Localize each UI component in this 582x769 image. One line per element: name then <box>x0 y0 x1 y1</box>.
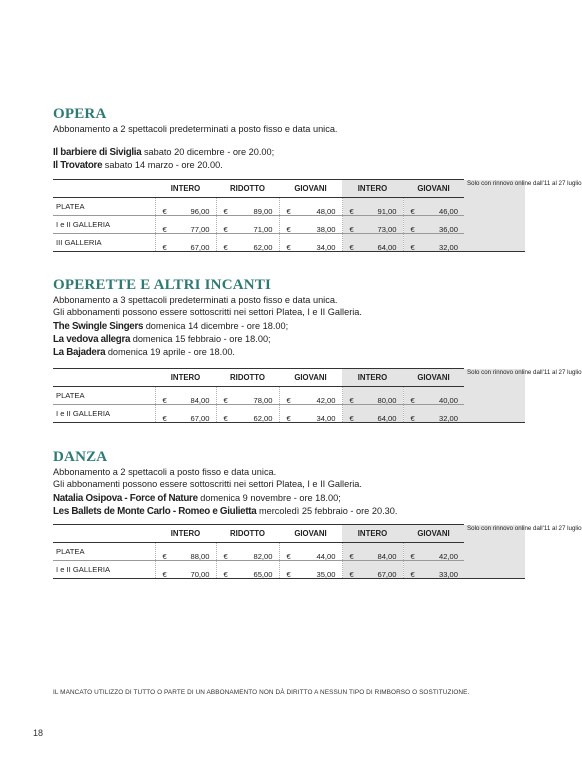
col-giovani-online: GIOVANI <box>403 525 464 543</box>
show-name: Il Trovatore <box>53 160 103 171</box>
online-note: Solo con rinnovo online dall'11 al 27 luglio <box>464 525 525 579</box>
price-intero-online: 73,00 <box>377 224 397 234</box>
price-intero: 67,00 <box>190 413 210 423</box>
price-ridotto: 78,00 <box>253 395 273 405</box>
show-line <box>53 320 525 333</box>
price-table <box>53 368 582 423</box>
price-ridotto: 89,00 <box>253 206 273 216</box>
currency-symbol: € <box>162 413 167 423</box>
col-giovani: GIOVANI <box>279 180 342 198</box>
price-intero: 70,00 <box>190 569 210 579</box>
show-name: Il barbiere di Siviglia <box>53 147 142 158</box>
price-giovani-online: 32,00 <box>438 413 458 423</box>
show-date: domenica 14 dicembre - ore 18.00; <box>145 321 289 331</box>
price-intero-online: 80,00 <box>377 395 397 405</box>
price-giovani: 38,00 <box>316 224 336 234</box>
show-line <box>53 492 525 505</box>
price-intero-online: 91,00 <box>377 206 397 216</box>
show-line <box>53 346 525 359</box>
sector-header <box>53 180 155 198</box>
currency-symbol: € <box>223 413 228 423</box>
currency-symbol: € <box>286 206 291 216</box>
currency-symbol: € <box>162 569 167 579</box>
currency-symbol: € <box>410 551 415 561</box>
currency-symbol: € <box>162 395 167 405</box>
col-intero: INTERO <box>155 525 216 543</box>
sector-label: I e II GALLERIA <box>53 216 155 234</box>
section-danza <box>53 448 582 579</box>
section-title: OPERETTE E ALTRI INCANTI <box>53 277 272 293</box>
section-description: Gli abbonamenti possono essere sottoscritti nei settori Platea, I e II Galleria. <box>53 307 362 317</box>
sector-label: I e II GALLERIA <box>53 405 155 423</box>
currency-symbol: € <box>286 569 291 579</box>
currency-symbol: € <box>223 242 228 252</box>
currency-symbol: € <box>286 242 291 252</box>
currency-symbol: € <box>286 224 291 234</box>
section-title: OPERA <box>53 106 107 122</box>
table-row <box>53 198 525 216</box>
col-intero-online: INTERO <box>342 369 403 387</box>
currency-symbol: € <box>349 569 354 579</box>
price-intero: 96,00 <box>190 206 210 216</box>
currency-symbol: € <box>410 395 415 405</box>
currency-symbol: € <box>349 551 354 561</box>
currency-symbol: € <box>286 551 291 561</box>
table-row <box>53 234 525 252</box>
currency-symbol: € <box>162 224 167 234</box>
currency-symbol: € <box>162 242 167 252</box>
refund-disclaimer: IL MANCATO UTILIZZO DI TUTTO O PARTE DI UN ABBONAMENTO NON DÀ DIRITTO A NESSUN TIPO DI RIMBORSO O SOSTITUZIONE. <box>53 689 470 696</box>
table-row <box>53 216 525 234</box>
price-giovani: 44,00 <box>316 551 336 561</box>
price-giovani-online: 42,00 <box>438 551 458 561</box>
col-ridotto: RIDOTTO <box>216 369 279 387</box>
table-row <box>53 561 525 579</box>
currency-symbol: € <box>162 206 167 216</box>
sector-header <box>53 525 155 543</box>
show-line <box>53 505 525 518</box>
price-giovani-online: 40,00 <box>438 395 458 405</box>
currency-symbol: € <box>223 551 228 561</box>
currency-symbol: € <box>410 413 415 423</box>
currency-symbol: € <box>286 413 291 423</box>
show-name: Natalia Osipova - Force of Nature <box>53 493 198 504</box>
price-giovani: 42,00 <box>316 395 336 405</box>
sector-header <box>53 369 155 387</box>
col-intero: INTERO <box>155 369 216 387</box>
price-giovani-online: 32,00 <box>438 242 458 252</box>
online-note: Solo con rinnovo online dall'11 al 27 luglio <box>464 369 525 423</box>
price-table <box>53 524 582 579</box>
price-giovani-online: 46,00 <box>438 206 458 216</box>
show-name: La Bajadera <box>53 347 106 358</box>
show-date: sabato 14 marzo - ore 20.00. <box>104 160 223 170</box>
sector-label: PLATEA <box>53 543 155 561</box>
section-description: Gli abbonamenti possono essere sottoscritti nei settori Platea, I e II Galleria. <box>53 479 362 489</box>
price-intero-online: 84,00 <box>377 551 397 561</box>
show-name: The Swingle Singers <box>53 321 144 332</box>
section-operette <box>53 276 582 423</box>
price-intero-online: 67,00 <box>377 569 397 579</box>
col-intero-online: INTERO <box>342 525 403 543</box>
price-intero: 67,00 <box>190 242 210 252</box>
currency-symbol: € <box>410 224 415 234</box>
currency-symbol: € <box>286 395 291 405</box>
price-giovani: 48,00 <box>316 206 336 216</box>
section-description: Abbonamento a 2 spettacoli predeterminati a posto fisso e data unica. <box>53 124 338 134</box>
show-date: domenica 9 novembre - ore 18.00; <box>200 493 341 503</box>
show-name: Les Ballets de Monte Carlo - Romeo e Giulietta <box>53 506 257 517</box>
currency-symbol: € <box>410 569 415 579</box>
currency-symbol: € <box>162 551 167 561</box>
price-intero: 84,00 <box>190 395 210 405</box>
online-note: Solo con rinnovo online dall'11 al 27 luglio <box>464 180 525 252</box>
col-intero: INTERO <box>155 180 216 198</box>
page-number: 18 <box>33 728 44 738</box>
col-giovani: GIOVANI <box>279 525 342 543</box>
currency-symbol: € <box>349 242 354 252</box>
show-line <box>53 159 525 172</box>
show-date: domenica 15 febbraio - ore 18.00; <box>132 334 271 344</box>
currency-symbol: € <box>223 206 228 216</box>
currency-symbol: € <box>349 395 354 405</box>
price-intero-online: 64,00 <box>377 242 397 252</box>
section-opera <box>53 105 582 252</box>
sector-label: I e II GALLERIA <box>53 561 155 579</box>
sector-label: PLATEA <box>53 387 155 405</box>
currency-symbol: € <box>410 206 415 216</box>
price-ridotto: 71,00 <box>253 224 273 234</box>
price-giovani: 34,00 <box>316 242 336 252</box>
col-giovani-online: GIOVANI <box>403 180 464 198</box>
currency-symbol: € <box>349 413 354 423</box>
currency-symbol: € <box>349 224 354 234</box>
price-giovani-online: 33,00 <box>438 569 458 579</box>
col-ridotto: RIDOTTO <box>216 525 279 543</box>
currency-symbol: € <box>223 569 228 579</box>
price-table <box>53 179 582 252</box>
table-row <box>53 387 525 405</box>
col-giovani: GIOVANI <box>279 369 342 387</box>
table-row <box>53 543 525 561</box>
price-ridotto: 62,00 <box>253 242 273 252</box>
sector-label: III GALLERIA <box>53 234 155 252</box>
currency-symbol: € <box>223 224 228 234</box>
section-description: Abbonamento a 2 spettacoli a posto fisso e data unica. <box>53 467 277 477</box>
currency-symbol: € <box>410 242 415 252</box>
table-row <box>53 405 525 423</box>
section-description: Abbonamento a 3 spettacoli predeterminati a posto fisso e data unica. <box>53 295 338 305</box>
show-date: sabato 20 dicembre - ore 20.00; <box>143 147 275 157</box>
currency-symbol: € <box>349 206 354 216</box>
show-date: mercoledì 25 febbraio - ore 20.30. <box>258 506 398 516</box>
col-giovani-online: GIOVANI <box>403 369 464 387</box>
col-ridotto: RIDOTTO <box>216 180 279 198</box>
price-intero: 88,00 <box>190 551 210 561</box>
show-line <box>53 146 525 159</box>
show-line <box>53 333 525 346</box>
price-ridotto: 62,00 <box>253 413 273 423</box>
currency-symbol: € <box>223 395 228 405</box>
section-title: DANZA <box>53 449 108 465</box>
price-ridotto: 65,00 <box>253 569 273 579</box>
show-name: La vedova allegra <box>53 334 131 345</box>
price-giovani: 34,00 <box>316 413 336 423</box>
col-intero-online: INTERO <box>342 180 403 198</box>
price-intero-online: 64,00 <box>377 413 397 423</box>
price-giovani: 35,00 <box>316 569 336 579</box>
sector-label: PLATEA <box>53 198 155 216</box>
price-intero: 77,00 <box>190 224 210 234</box>
price-ridotto: 82,00 <box>253 551 273 561</box>
show-date: domenica 19 aprile - ore 18.00. <box>107 347 235 357</box>
price-giovani-online: 36,00 <box>438 224 458 234</box>
